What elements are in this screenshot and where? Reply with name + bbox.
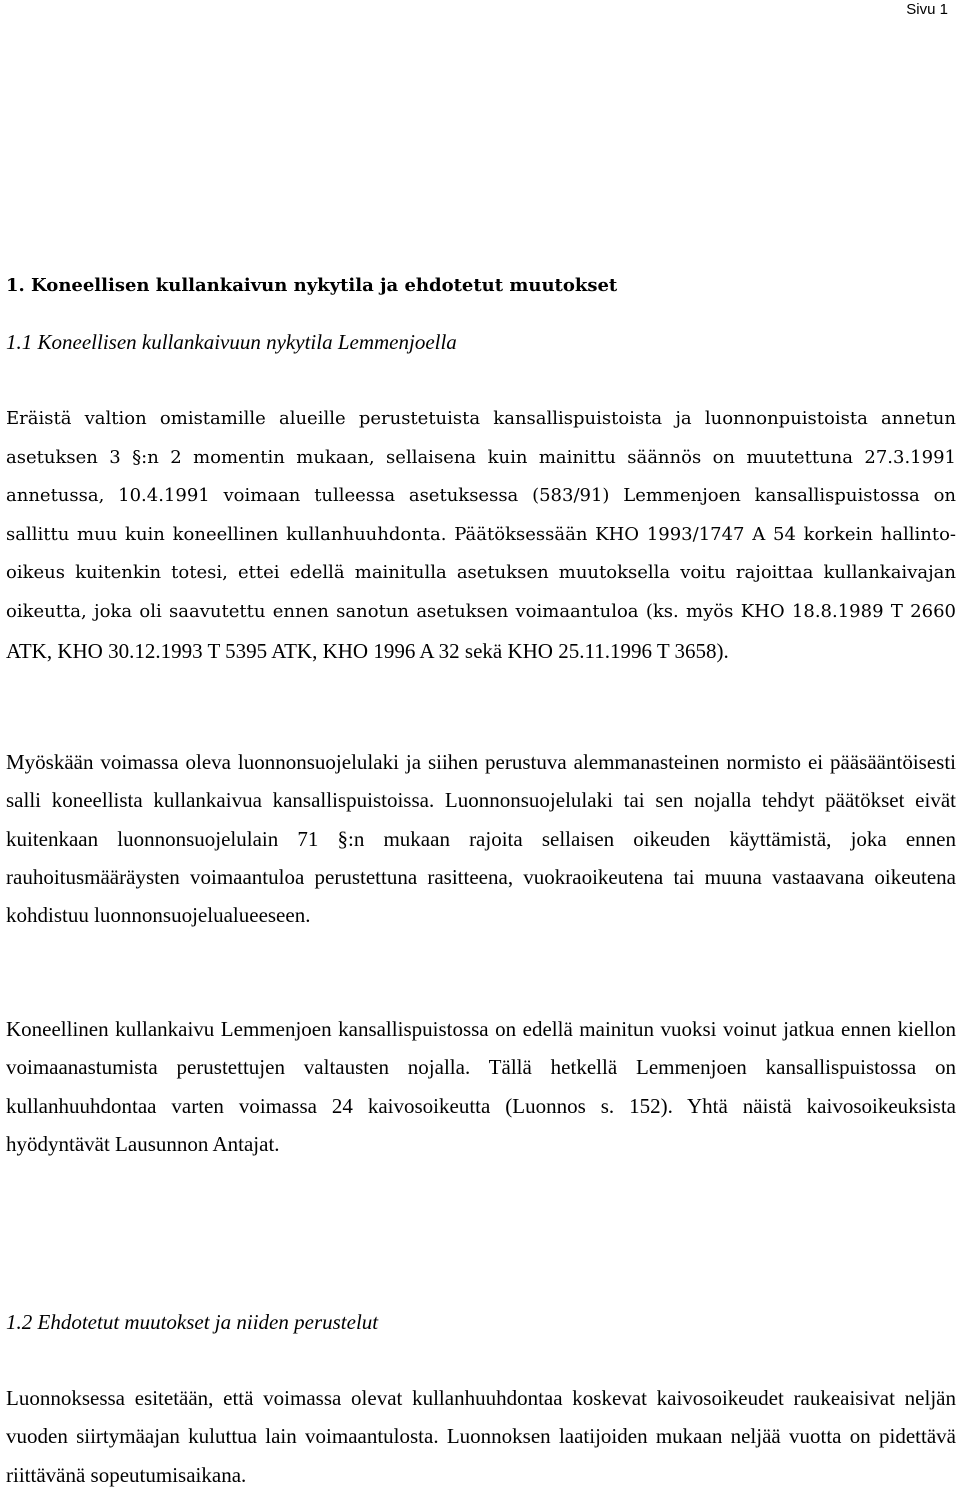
page-number: Sivu 1	[906, 1, 948, 18]
section-heading-1: 1. Koneellisen kullankaivun nykytila ja ehdotetut muutokset	[6, 275, 618, 296]
paragraph-koneellinen-kullankaivu: Koneellinen kullankaivu Lemmenjoen kansallispuistossa on edellä mainitun vuoksi voinut jatkua ennen kiellon voimaanastumista perustettujen valtausten nojalla. Tällä hetkellä Lemmenjoen kansallispuistossa on kullanhuuhdontaa varten voimassa 24 kaivosoikeutta (Luonnos s. 152). Yhtä näistä kaivosoikeuksista hyödyntävät Lausunnon Antajat.	[6, 1017, 956, 1156]
paragraph-luonnonsuojelulaki: Myöskään voimassa oleva luonnonsuojelulaki ja siihen perustuva alemmanasteinen normisto ei pääsääntöisesti salli koneellista kullankaivua kansallispuistoissa. Luonnonsuojelulaki tai sen nojalla tehdyt päätökset eivät kuitenkaan luonnonsuojelulain 71 §:n mukaan rajoita sellaisen oikeuden käyttämistä, joka ennen rauhoitusmääräysten voimaantuloa perustettuna rasitteena, vuokraoikeutena tai muuna vastaavana oikeutena kohdistuu luonnonsuojelualueeseen.	[6, 750, 956, 928]
paragraph-ehdotetut-muutokset: Luonnoksessa esitetään, että voimassa olevat kullanhuuhdontaa koskevat kaivosoikeudet raukeaisivat neljän vuoden siirtymäajan kuluttua lain voimaantulosta. Luonnoksen laatijoiden mukaan neljää vuotta on pidettävä riittävänä sopeutumisaikana.	[6, 1386, 956, 1487]
section-heading-1-2: 1.2 Ehdotetut muutokset ja niiden perustelut	[6, 1310, 379, 1334]
paragraph-asetus	[6, 400, 956, 672]
section-heading-1-1: 1.1 Koneellisen kullankaivuun nykytila Lemmenjoella	[6, 330, 457, 354]
paragraph-asetus-tail: ATK, KHO 30.12.1993 T 5395 ATK, KHO 1996 A 32 sekä KHO 25.11.1996 T 3658).	[6, 638, 729, 663]
paragraph-asetus-text: Eräistä valtion omistamille alueille perustetuista kansallispuistoista ja luonnonpuistoista annetun asetuksen 3 §:n 2 momentin mukaan, sellaisena kuin mainittu säännös on muutettuna 27.3.1991 annetussa, 10.4.1991 voimaan tulleessa asetuksessa (583/91) Lemmenjoen kansallispuistossa on sallittu muu kuin koneellinen kullanhuuhdonta. Päätöksessään KHO 1993/1747 A 54 korkein hallinto-oikeus kuitenkin totesi, ettei edellä mainitulla asetuksen muutoksella voitu rajoittaa kullankaivajan oikeutta, joka oli saavutettu ennen sanotun asetuksen voimaantuloa (ks. myös KHO 18.8.1989 T 2660	[6, 408, 956, 622]
